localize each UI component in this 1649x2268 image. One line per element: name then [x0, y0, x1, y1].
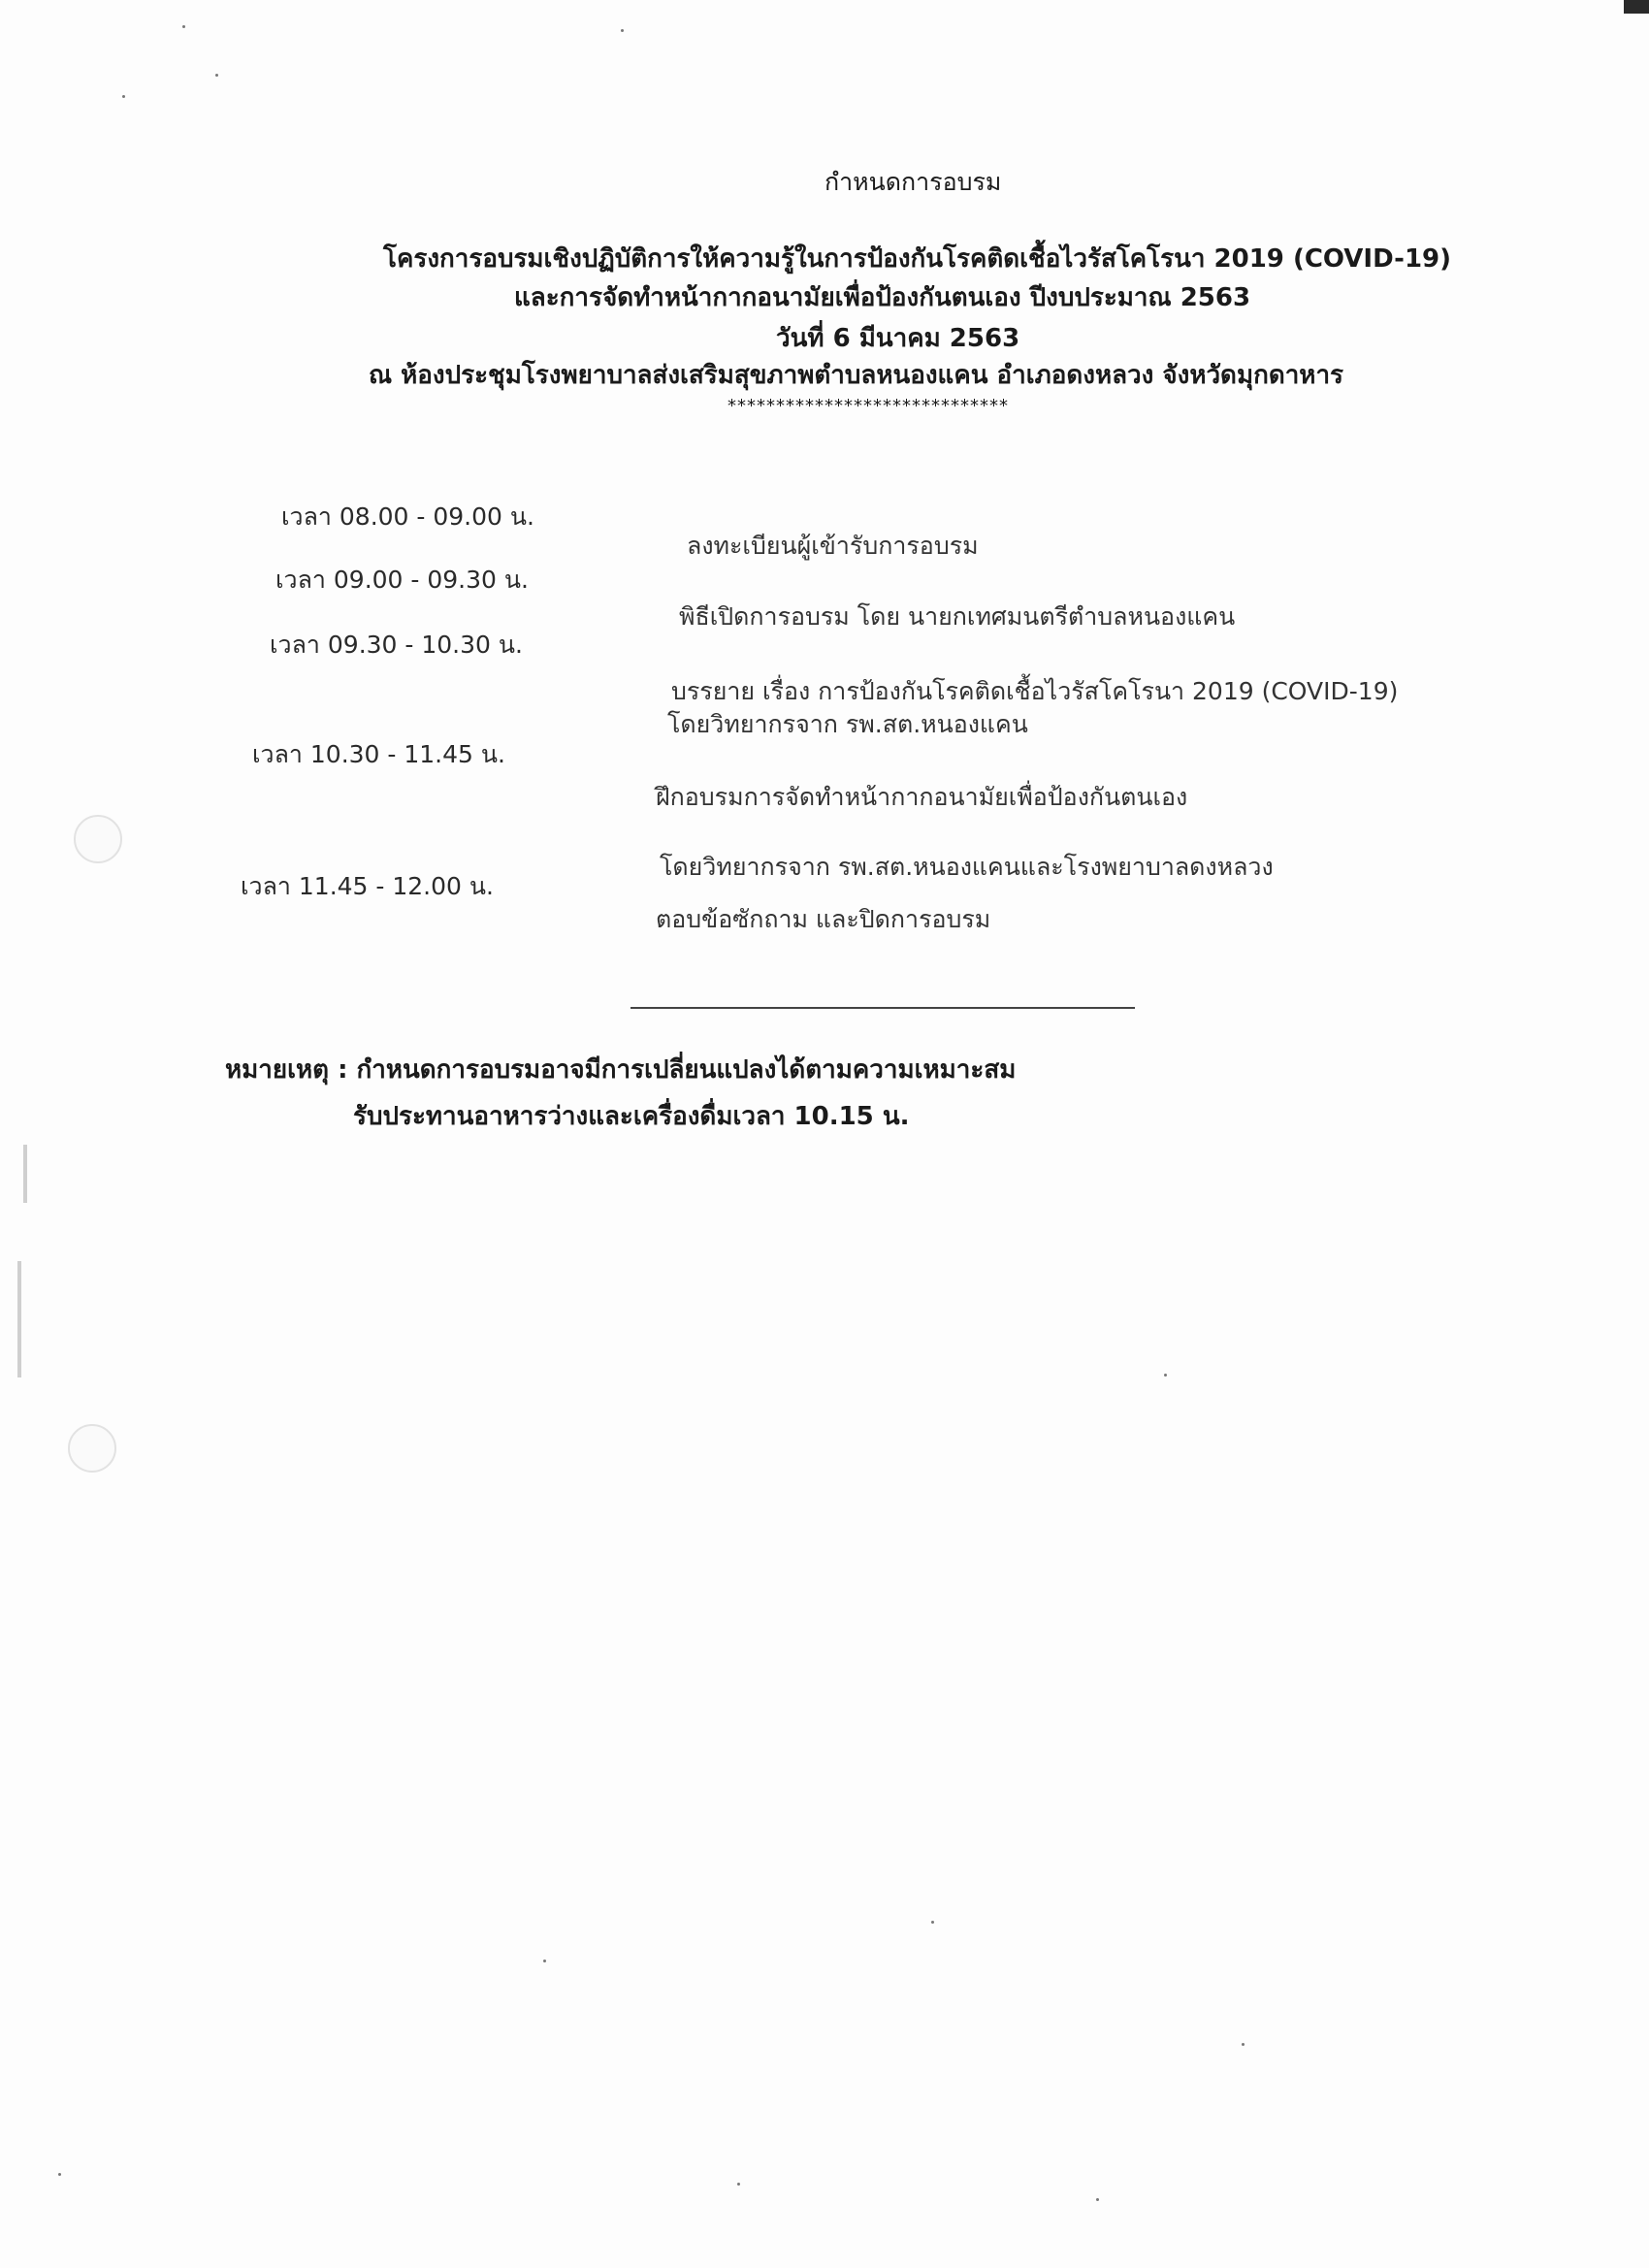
- project-subtitle: และการจัดทำหน้ากากอนามัยเพื่อป้องกันตนเอง ปีงบประมาณ 2563: [514, 283, 1251, 312]
- scan-speck: [122, 95, 125, 98]
- training-venue: ณ ห้องประชุมโรงพยาบาลส่งเสริมสุขภาพตำบลหนองแคน อำเภอดงหลวง จังหวัดมุกดาหาร: [369, 361, 1344, 390]
- edge-smudge: [17, 1261, 21, 1377]
- scan-speck: [1164, 1374, 1167, 1377]
- schedule-activity: บรรยาย เรื่อง การป้องกันโรคติดเชื้อไวรัสโคโรนา 2019 (COVID-19): [671, 677, 1399, 705]
- schedule-time: เวลา 09.30 - 10.30 น.: [270, 631, 523, 659]
- project-name: โครงการอบรมเชิงปฏิบัติการให้ความรู้ในการป้องกันโรคติดเชื้อไวรัสโคโรนา 2019 (COVID-19): [383, 244, 1452, 274]
- remark-line-2: รับประทานอาหารว่างและเครื่องดื่มเวลา 10.15 น.: [353, 1102, 910, 1131]
- schedule-activity: ฝึกอบรมการจัดทำหน้ากากอนามัยเพื่อป้องกันตนเอง: [656, 783, 1188, 811]
- schedule-time: เวลา 09.00 - 09.30 น.: [275, 566, 529, 594]
- punch-hole-upper: [74, 815, 122, 863]
- schedule-activity: พิธีเปิดการอบรม โดย นายกเทศมนตรีตำบลหนองแคน: [679, 602, 1236, 631]
- schedule-activity: โดยวิทยากรจาก รพ.สต.หนองแคน: [667, 710, 1028, 738]
- scan-speck: [1096, 2198, 1099, 2201]
- schedule-activity: ตอบข้อซักถาม และปิดการอบรม: [656, 905, 991, 933]
- schedule-activity: โดยวิทยากรจาก รพ.สต.หนองแคนและโรงพยาบาลดงหลวง: [660, 853, 1274, 881]
- punch-hole-lower: [68, 1424, 116, 1473]
- scan-speck: [621, 29, 624, 32]
- scan-speck: [1242, 2043, 1245, 2046]
- scan-speck: [215, 74, 218, 77]
- schedule-time: เวลา 10.30 - 11.45 น.: [252, 740, 505, 768]
- scan-speck: [182, 25, 185, 28]
- scan-speck: [58, 2173, 61, 2176]
- document-title: กำหนดการอบรม: [824, 168, 1002, 196]
- section-divider: [630, 1007, 1135, 1009]
- remark-line-1: หมายเหตุ : กำหนดการอบรมอาจมีการเปลี่ยนแปลงได้ตามความเหมาะสม: [225, 1055, 1017, 1085]
- star-separator: *****************************: [728, 396, 1009, 416]
- scan-edge-mark: [1624, 0, 1649, 14]
- schedule-activity: ลงทะเบียนผู้เข้ารับการอบรม: [687, 532, 979, 560]
- edge-smudge: [23, 1145, 27, 1203]
- scan-speck: [931, 1921, 934, 1924]
- schedule-time: เวลา 11.45 - 12.00 น.: [241, 872, 494, 900]
- scan-speck: [543, 1960, 546, 1962]
- schedule-time: เวลา 08.00 - 09.00 น.: [281, 502, 534, 531]
- training-date: วันที่ 6 มีนาคม 2563: [776, 324, 1020, 353]
- scan-speck: [737, 2183, 740, 2186]
